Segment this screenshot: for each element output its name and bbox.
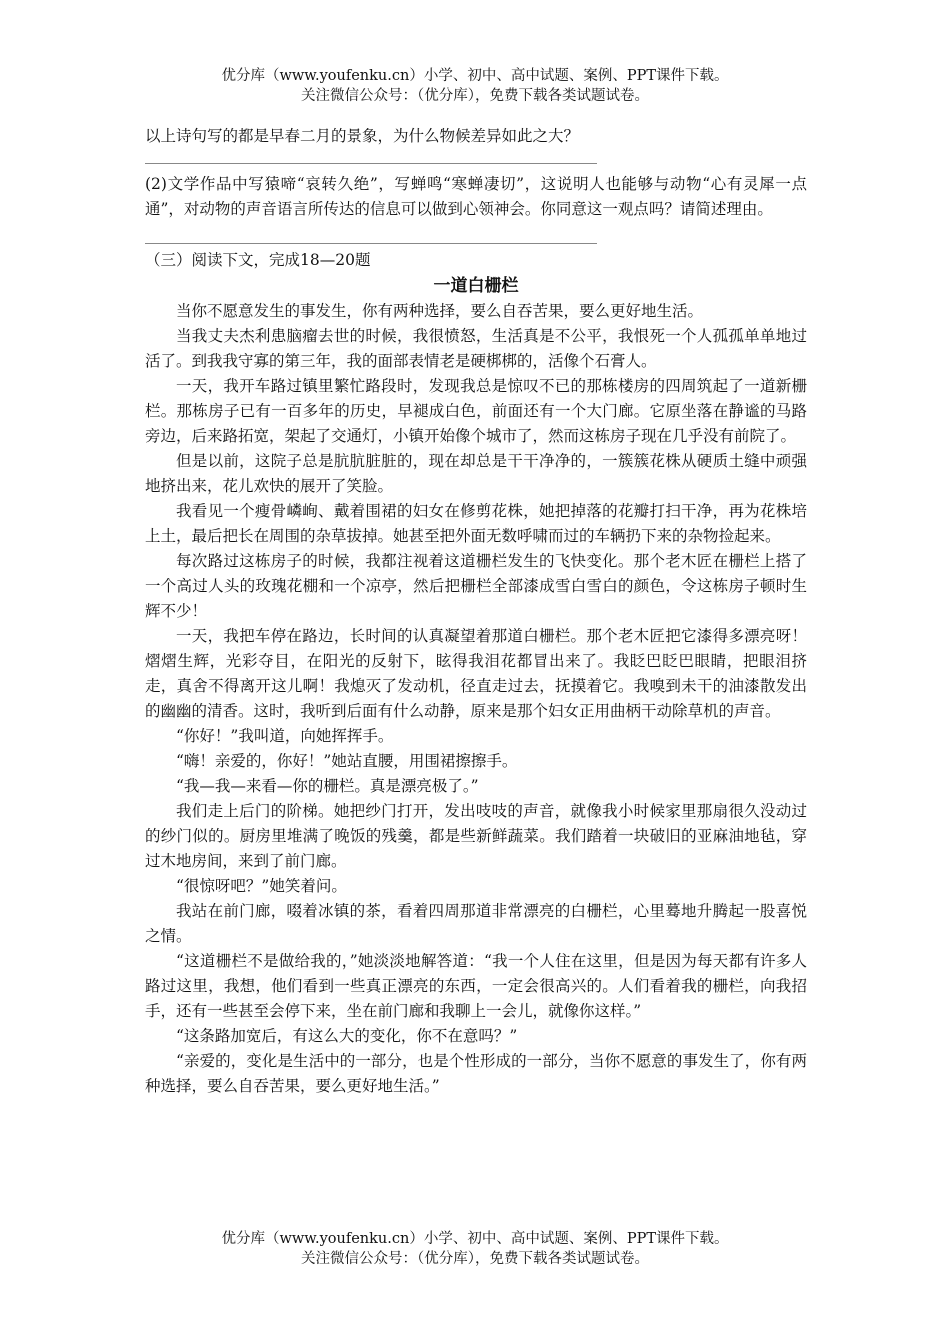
question-2: (2)文学作品中写猿啼“哀转久绝”，写蝉鸣“寒蝉凄切”，这说明人也能够与动物“心有灵犀一点通”，对动物的声音语言所传达的信息可以做到心领神会。你同意这一观点吗？请简述理由。 — [145, 175, 807, 218]
footer-line-1: 优分库（www.youfenku.cn）小学、初中、高中试题、案例、PPT课件下载。 — [221, 1231, 729, 1247]
page-content — [145, 124, 807, 1099]
article-paragraph: “嗨！亲爱的，你好！”她站直腰，用围裙擦擦手。 — [176, 752, 518, 770]
answer-line-1 — [145, 163, 597, 164]
article-paragraph: 每次路过这栋房子的时候，我都注视着这道栅栏发生的飞快变化。那个老木匠在栅栏上搭了一个高过人头的玫瑰花棚和一个凉亭，然后把栅栏全部漆成雪白雪白的颜色，令这栋房子顿时生辉不少！ — [145, 552, 807, 620]
article-title: 一道白栅栏 — [433, 276, 519, 296]
article-paragraph: “很惊呀吧？”她笑着问。 — [176, 877, 347, 895]
article-paragraph: “我—我—来看—你的栅栏。真是漂亮极了。” — [176, 777, 479, 795]
section-3-heading: （三）阅读下文，完成18—20题 — [145, 251, 371, 269]
article-paragraph: 当我丈夫杰利患脑瘤去世的时候，我很愤怒，生活真是不公平，我恨死一个人孤孤单单地过活了。到我我守寡的第三年，我的面部表情老是硬梆梆的，活像个石膏人。 — [145, 327, 807, 370]
page-footer — [0, 1229, 950, 1269]
article-paragraph: “你好！”我叫道，向她挥挥手。 — [176, 727, 394, 745]
article-paragraph: 我站在前门廊，啜着冰镇的茶，看着四周那道非常漂亮的白栅栏，心里蓦地升腾起一股喜悦之情。 — [145, 902, 807, 945]
answer-line-2 — [145, 243, 597, 244]
header-line-1: 优分库（www.youfenku.cn）小学、初中、高中试题、案例、PPT课件下载。 — [221, 68, 729, 84]
article-paragraph: 当你不愿意发生的事发生，你有两种选择，要么自吞苦果，要么更好地生活。 — [176, 302, 704, 320]
article-paragraph: “这道栅栏不是做给我的，”她淡淡地解答道：“我一个人住在这里，但是因为每天都有许多人路过这里，我想，他们看到一些真正漂亮的东西，一定会很高兴的。人们看着我的栅栏，向我招手，还有一些甚至会停下来，坐在前门廊和我聊上一会儿，就像你这样。” — [145, 952, 807, 1020]
footer-line-2: 关注微信公众号：（优分库），免费下载各类试题试卷。 — [301, 1251, 649, 1267]
header-line-2: 关注微信公众号：（优分库），免费下载各类试题试卷。 — [301, 88, 649, 104]
article-paragraph: “这条路加宽后，有这么大的变化，你不在意吗？” — [176, 1027, 518, 1045]
page-header — [0, 66, 950, 106]
question-1-tail: 以上诗句写的都是早春二月的景象，为什么物候差异如此之大？ — [145, 127, 580, 145]
article-paragraph: 一天，我把车停在路边，长时间的认真凝望着那道白栅栏。那个老木匠把它漆得多漂亮呀！熠熠生辉，光彩夺目，在阳光的反射下，眩得我泪花都冒出来了。我眨巴眨巴眼睛，把眼泪挤走，真舍不得离开这儿啊！我熄灭了发动机，径直走过去，抚摸着它。我嗅到未干的油漆散发出的幽幽的清香。这时，我听到后面有什么动静，原来是那个妇女正用曲柄干动除草机的声音。 — [145, 627, 807, 720]
article-paragraph: “亲爱的，变化是生活中的一部分，也是个性形成的一部分，当你不愿意的事发生了，你有两种选择，要么自吞苦果，要么更好地生活。” — [145, 1052, 807, 1095]
article-paragraph: 我们走上后门的阶梯。她把纱门打开，发出吱吱的声音，就像我小时候家里那扇很久没动过的纱门似的。厨房里堆满了晚饭的残羹，都是些新鲜蔬菜。我们踏着一块破旧的亚麻油地毡，穿过木地房间，来到了前门廊。 — [145, 802, 807, 870]
article-paragraph: 一天，我开车路过镇里繁忙路段时，发现我总是惊叹不已的那栋楼房的四周筑起了一道新栅栏。那栋房子已有一百多年的历史，早褪成白色，前面还有一个大门廊。它原坐落在静谧的马路旁边，后来路拓宽，架起了交通灯，小镇开始像个城市了，然而这栋房子现在几乎没有前院了。 — [145, 377, 807, 445]
article-paragraph: 我看见一个瘦骨嶙峋、戴着围裙的妇女在修剪花株，她把掉落的花瓣打扫干净，再为花株培上土，最后把长在周围的杂草拔掉。她甚至把外面无数呼啸而过的车辆扔下来的杂物捡起来。 — [145, 502, 807, 545]
article-paragraph: 但是以前，这院子总是肮肮脏脏的，现在却总是干干净净的，一簇簇花株从硬质土缝中顽强地挤出来，花儿欢快的展开了笑脸。 — [145, 452, 807, 495]
article-body — [145, 299, 807, 1099]
